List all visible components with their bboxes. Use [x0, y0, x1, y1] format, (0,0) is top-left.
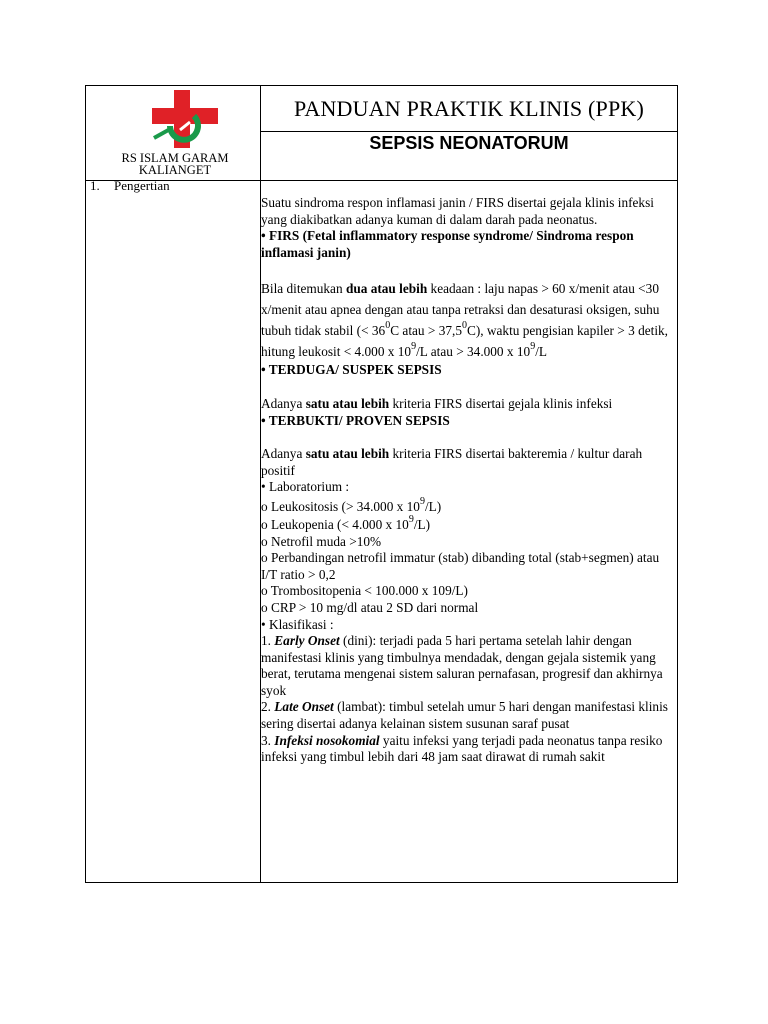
klasifikasi-item: 1. Early Onset (dini): terjadi pada 5 hari pertama setelah lahir dengan manifestasi klinis yang timbulnya mendadak, dengan gejala sistemik yang berat, terutama mengenai sistem saluran pernafasan, progresif dan akhirnya syok: [261, 633, 663, 698]
section-number: 1.: [90, 178, 100, 193]
suspek-paragraph: Adanya satu atau lebih kriteria FIRS disertai gejala klinis infeksi: [261, 395, 613, 411]
section-title: Pengertian: [114, 178, 170, 193]
firs-paragraph: Bila ditemukan dua atau lebih keadaan : laju napas > 60 x/menit atau <30 x/menit atau apnea dengan atau tanpa retraksi dan desaturasi oksigen, suhu tubuh tidak stabil (< $36^0C$ atau > $37,5^0C$), waktu pengisian kapiler > 3 detik, hitung leukosit < 4.000 x $10^9/L$ atau > 34.000 x $10^9/L$: [261, 281, 668, 360]
lab-item: o Perbandingan netrofil immatur (stab) dibanding total (stab+segmen) atau I/T ratio > 0,2: [261, 550, 660, 582]
subtitle-divider: [260, 180, 678, 181]
title-divider: [260, 131, 678, 132]
section-label: [90, 178, 170, 194]
page-title: PANDUAN PRAKTIK KLINIS (PPK): [293, 96, 645, 121]
suspek-heading: • TERDUGA/ SUSPEK SEPSIS: [261, 362, 442, 378]
lab-heading: • Laboratorium :: [261, 479, 350, 495]
klasifikasi-heading: • Klasifikasi :: [261, 616, 334, 632]
lab-item: o Trombositopenia < 100.000 x 109/L): [261, 583, 468, 599]
intro-paragraph: Suatu sindroma respon inflamasi janin / FIRS disertai gejala klinis infeksi yang diakibatkan adanya kuman di dalam darah pada neonatus.: [261, 195, 654, 227]
klasifikasi-item: 3. Infeksi nosokomial yaitu infeksi yang terjadi pada neonatus tanpa resiko infeksi yang timbul lebih dari 48 jam saat dirawat di rumah sakit: [261, 732, 663, 765]
lab-item: o CRP > 10 mg/dl atau 2 SD dari normal: [261, 599, 479, 615]
page-subtitle: SEPSIS NEONATORUM: [369, 133, 569, 153]
proven-paragraph: Adanya satu atau lebih kriteria FIRS disertai bakteremia / kultur darah positif: [261, 446, 643, 478]
lab-item: o Leukositosis (> 34.000 x $10^9/L$): [261, 495, 442, 514]
hospital-logo-icon: [150, 88, 222, 156]
lab-item: o Netrofil muda >10%: [261, 533, 382, 549]
hospital-name: RS ISLAM GARAM KALIANGET: [121, 151, 229, 177]
lab-item: o Leukopenia (< 4.000 x $10^9/L$): [261, 513, 431, 532]
proven-heading: • TERBUKTI/ PROVEN SEPSIS: [261, 412, 450, 428]
firs-heading: • FIRS (Fetal inflammatory response syndrome/ Sindroma respon inflamasi janin): [261, 228, 634, 260]
content-body: [261, 195, 678, 766]
klasifikasi-item: 2. Late Onset (lambat): timbul setelah umur 5 hari dengan manifestasi klinis sering disertai adanya kelainan sistem susunan saraf pusat: [261, 699, 668, 732]
